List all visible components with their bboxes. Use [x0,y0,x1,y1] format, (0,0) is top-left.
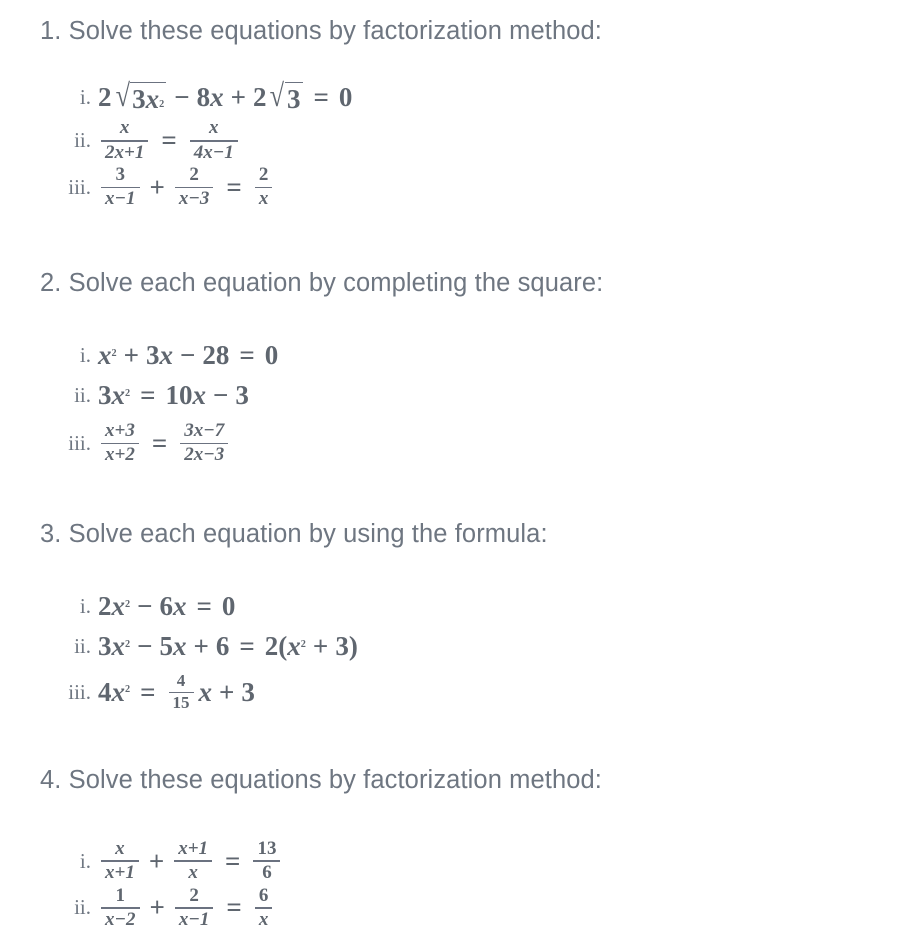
math-token: 0 [221,591,236,622]
equation-list-3 [40,593,860,713]
math-operator: = [313,82,329,113]
math-operator: = [239,340,255,371]
math-token: 4 [98,676,112,707]
math-operator: = [161,125,177,156]
equation-label: i. [79,85,91,110]
math-token: 3 [241,676,255,707]
math-token: x [173,631,187,662]
question-heading-3 [40,517,860,551]
equation-item [40,342,860,369]
math-operator: = [196,591,212,622]
radicand: 3 x 2 [132,84,165,115]
fraction-numerator: x+1 [178,837,209,859]
math-operator: = [140,380,156,411]
math-token: 3 [98,631,112,662]
math-token: 3 [132,84,146,115]
question-heading-1 [40,14,860,48]
question-heading-text-2: Solve each equation by completing the square: [68,268,604,297]
fraction [101,885,140,932]
equation-expression: 2 x 2 − 6 x = 0 [98,591,236,622]
spacer [40,798,860,838]
math-operator: = [226,892,242,923]
math-token: 3 [287,84,301,115]
equation-label: iii. [68,679,91,704]
fraction [101,420,139,467]
fraction-denominator: x−1 [178,908,210,930]
math-token: 3 [146,340,160,371]
fraction-numerator: 4 [176,671,186,691]
fraction-denominator: x [188,861,198,883]
math-operator: + [148,845,165,876]
equation-list-1 [40,77,860,210]
fraction-numerator: 1 [115,884,125,906]
equation-expression: 3 x 2 − 5 x + 6 = 2 ( x 2 + 3 ) [98,631,358,662]
spacer [40,211,860,266]
math-token: 2 [264,631,279,662]
math-operator: + [312,631,329,662]
math-token: 2 [252,82,267,113]
fraction [174,838,212,885]
math-token: 2 [98,591,112,622]
fraction-denominator: x+2 [105,444,135,466]
fraction-numerator: x [119,117,130,139]
math-token: x [173,591,187,622]
fraction-denominator: x [258,188,269,210]
fraction [255,885,273,932]
fraction [255,164,273,211]
math-operator: = [140,676,156,707]
fraction-denominator: 15 [172,693,190,713]
fraction-numerator: 3 [115,164,125,186]
math-token: x [111,676,125,707]
math-token: 0 [338,82,353,113]
spacer [40,300,860,342]
fraction [253,838,280,885]
math-operator: + [230,82,246,113]
question-section-1 [40,14,860,211]
math-token: x [198,676,213,707]
math-token: 3 [335,631,349,662]
fraction-numerator: 6 [258,884,269,906]
fraction-numerator: 3x−7 [184,420,225,442]
math-operator: − [137,631,153,662]
math-token: 3 [98,380,112,411]
math-token: 3 [235,380,249,411]
math-token: 5 [159,631,174,662]
equation-item [40,164,860,211]
fraction-denominator: x+1 [105,861,135,883]
question-section-2 [40,266,860,467]
sqrt-icon [114,77,167,115]
fraction [175,164,214,211]
fraction-denominator: x−3 [178,188,210,210]
spacer [40,551,860,593]
fraction [175,885,214,932]
math-token: x [192,380,207,411]
question-section-3 [40,517,860,714]
fraction-denominator: 6 [262,861,272,883]
fraction-denominator: 4x−1 [193,141,234,163]
math-operator: + [123,340,140,371]
math-token: 8 [196,82,211,113]
math-paren-open: ( [278,631,288,662]
math-token: x [159,340,174,371]
equation-label: iii. [68,174,91,199]
math-operator: − [213,380,229,411]
fraction-numerator: x [115,837,125,859]
spacer [40,713,860,763]
fraction-numerator: 2 [258,164,269,186]
math-token: 2 [98,82,112,113]
spacer [40,48,860,82]
radical-sign: √ [270,77,285,114]
math-paren-close: ) [348,631,358,662]
math-operator: = [239,631,255,662]
equation-expression: 3 x 2 = 10 x − 3 [98,380,249,411]
fraction-numerator: 2 [189,884,199,906]
radicand [285,82,303,113]
fraction-numerator: 13 [257,837,277,859]
equation-expression [98,885,275,932]
equation-expression [98,838,283,885]
equation-item [40,671,860,713]
math-operator: − [174,82,190,113]
equation-item [40,838,860,885]
equation-label: ii. [74,895,91,920]
equation-label: ii. [74,128,91,153]
question-heading-4 [40,763,860,797]
equation-item [40,77,860,115]
radical-sign: √ [115,77,130,114]
question-heading-text-4: Solve these equations by factorization method: [68,766,602,795]
equation-item [40,593,860,620]
fraction [180,420,228,467]
equation-label: i. [79,343,91,368]
equation-item [40,117,860,164]
fraction-numerator: x [208,117,219,139]
equation-expression: 4 x 2 = $\frac{4}{15}$ x + 3 [98,671,255,713]
equation-label: i. [79,594,91,619]
math-operator: + [219,676,235,707]
math-token: x [98,340,112,371]
fraction [190,117,238,164]
equation-item [40,885,860,932]
math-operator: − [180,340,196,371]
math-operator: + [149,171,165,202]
math-operator: = [226,171,242,202]
fraction-numerator: 2 [189,164,199,186]
math-token: x [111,631,125,662]
question-heading-text-3: Solve each equation by using the formula: [68,519,548,548]
math-operator: = [151,427,168,458]
question-number-1: 1. [40,17,62,45]
equation-list-2 [40,342,860,467]
math-token: 6 [159,591,174,622]
math-operator: − [137,591,153,622]
fraction-denominator: x−1 [105,188,136,210]
sqrt-icon [268,77,302,115]
spacer [40,467,860,517]
fraction-denominator: x−2 [105,908,136,930]
math-operator: + [193,631,209,662]
equation-expression [98,420,231,467]
fraction-numerator: x+3 [105,420,135,442]
math-token: x [210,82,224,113]
question-section-4 [40,763,860,931]
equation-label: ii. [74,383,91,408]
question-number-4: 4. [40,766,62,795]
equation-label: ii. [74,634,91,659]
fraction [101,164,140,211]
math-operator: = [225,845,241,876]
math-token: x [287,631,301,662]
question-heading-text-1: Solve these equations by factorization method: [68,17,602,45]
fraction-denominator: 2x+1 [105,141,145,163]
fraction [101,838,139,885]
math-token: x [111,591,125,622]
fraction [169,671,194,713]
math-token: x [111,380,125,411]
fraction-denominator: x [258,908,269,930]
fraction [101,117,148,164]
math-operator: + [149,892,165,923]
math-token: 6 [215,631,230,662]
math-token: x [145,84,160,115]
equation-expression [98,117,241,164]
question-number-2: 2. [40,268,62,297]
equation-item [40,633,860,660]
equation-list-4 [40,838,860,931]
question-number-3: 3. [40,519,62,548]
equation-expression [98,77,353,115]
equation-label: i. [79,848,91,873]
math-token: 10 [165,380,193,411]
equation-expression: x 2 + 3 x − 28 = 0 [98,340,279,371]
equation-label: iii. [68,430,91,455]
fraction-denominator: 2x−3 [184,444,225,466]
equation-item [40,420,860,467]
equation-expression [98,164,275,211]
equation-item [40,382,860,409]
question-heading-2 [40,266,860,300]
math-token: 28 [202,340,230,371]
math-token: 0 [264,340,279,371]
